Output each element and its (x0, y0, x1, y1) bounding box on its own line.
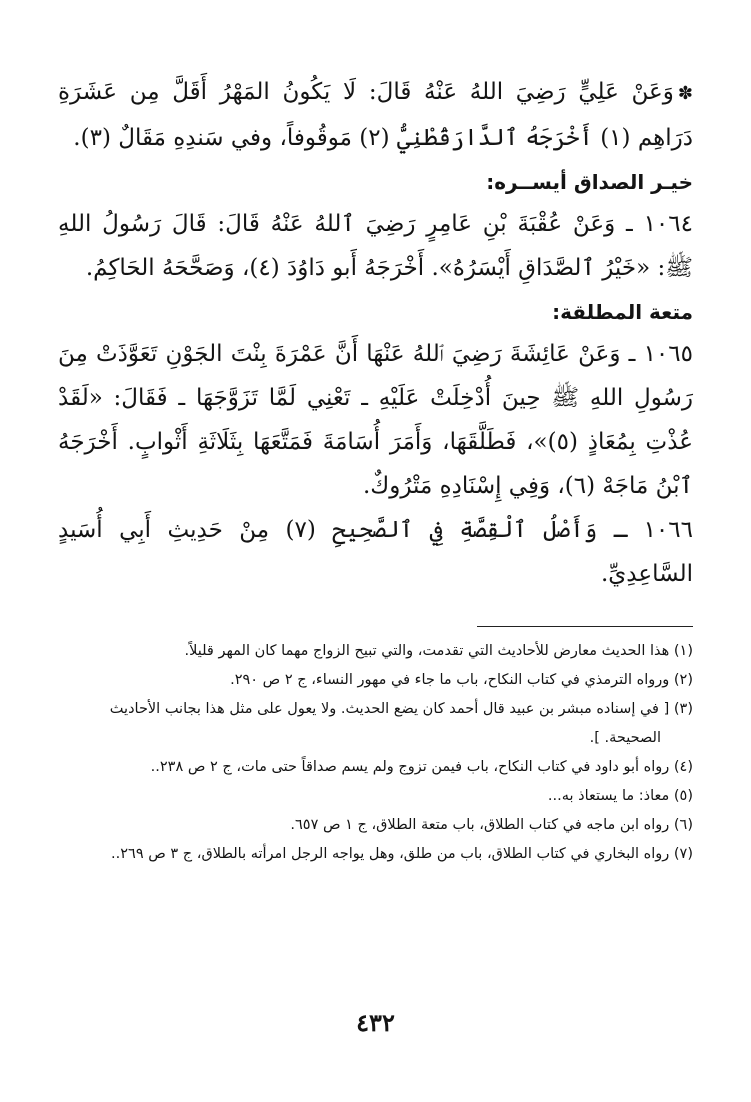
footnote-4: (٤) رواه أبو داود في كتاب النكاح، باب فيمن تزوج ولم يسم صداقاً حتى مات، ج ٢ ص ٢٣٨.. (150, 759, 693, 775)
footnote-5: (٥) معاذ: ما يستعاذ به... (547, 788, 693, 804)
main-text (58, 70, 693, 596)
hadith-1066: ١٠٦٦ ـ وَأَصْلُ ٱلْقِصَّةِ فِي ٱلصَّحِيحِ (٧) مِنْ حَدِيثِ أَبِي أُسَيدٍ السَّاعِدِيِّ. (58, 517, 693, 587)
paragraph-ali-text: وَعَنْ عَلِيٍّ رَضِيَ اللهُ عَنْهُ قَالَ: لَا يَكُونُ المَهْرُ أَقَلَّ مِن عَشَرَةِ دَرَاهِم (١) أَخْرَجَهُ ٱلدَّارَقُطْنِيُّ (٢) مَوقُوفاً، وفي سَندِهِ مَقَالٌ (٣). (58, 79, 693, 151)
footnote-7: (٧) رواه البخاري في كتاب الطلاق، باب من طلق، وهل يواجه الرجل امرأته بالطلاق، ج ٣ ص ٢٦٩.. (111, 846, 693, 862)
section-heading-divorcee-gift: متعة المطلقة: (552, 300, 693, 324)
footnotes (58, 637, 693, 869)
star-icon: ✽ (677, 83, 693, 104)
hadith-1065: ١٠٦٥ ـ وَعَنْ عَائِشَةَ رَضِيَ ٱللهُ عَنْهَا أَنَّ عَمْرَةَ بِنْتَ الجَوْنِ تَعَوَّذَتْ مِنَ رَسُولِ اللهِ ﷺ حِينَ أُدْخِلَتْ عَلَيْهِ ـ تَعْنِي لَمَّا تَزَوَّجَهَا ـ فَقَالَ: «لَقَدْ عُذْتِ بِمُعَاذٍ (٥)»، فَطَلَّقَهَا، وَأَمَرَ أُسَامَةَ فَمَتَّعَهَا بِثَلَاثَةِ أَثْوابٍ. أَخْرَجَهُ ٱبْنُ مَاجَهْ (٦)، وَفِي إِسْنَادِهِ مَتْرُوكٌ. (58, 341, 693, 499)
footnote-6: (٦) رواه ابن ماجه في كتاب الطلاق، باب متعة الطلاق، ج ١ ص ٦٥٧. (290, 817, 693, 833)
section-heading-best-dowry: خيـر الصداق أيســره: (486, 170, 693, 194)
hadith-1064: ١٠٦٤ ـ وَعَنْ عُقْبَةَ بْنِ عَامِرٍ رَضِيَ ٱللهُ عَنْهُ قَالَ: قَالَ رَسُولُ اللهِ ﷺ: «خَيْرُ ٱلصَّدَاقِ أَيْسَرُهُ». أَخْرَجَهُ أَبو دَاوُدَ (٤)، وَصَحَّحَهُ الحَاكِمُ. (58, 211, 693, 281)
footnote-1: (١) هذا الحديث معارض للأحاديث التي تقدمت، والتي تبيح الزواج مهما كان المهر قليلاً. (184, 643, 693, 659)
footnote-2: (٢) ورواه الترمذي في كتاب النكاح، باب ما جاء في مهور النساء، ج ٢ ص ٢٩٠. (230, 672, 693, 688)
footnote-divider (477, 626, 693, 627)
footnote-3: (٣) [ في إسناده مبشر بن عبيد قال أحمد كان يضع الحديث. ولا يعول على مثل هذا بجانب الأحاديث الصحيحة. ]. (109, 701, 693, 746)
page-number: ٤٣٢ (356, 1008, 395, 1037)
paragraph-ali-narration (58, 70, 693, 160)
